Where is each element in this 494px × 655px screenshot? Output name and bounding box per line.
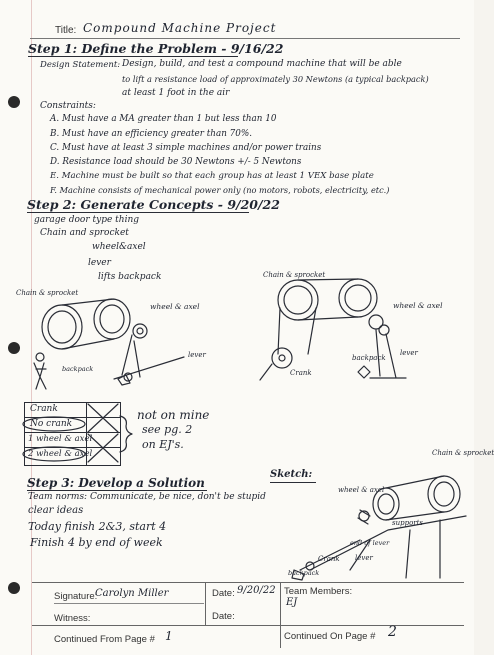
step3-line-1: Team norms: Communicate, be nice, don't be stupid <box>28 492 266 502</box>
design-line-2: to lift a resistance load of approximately 30 Newtons (a typical backpack) <box>122 74 429 84</box>
brace-icon <box>118 414 136 454</box>
step1-underline <box>28 56 238 57</box>
signature-value: Carolyn Miller <box>95 588 169 599</box>
note-lever: lever <box>88 258 111 268</box>
step2-heading: Step 2: Generate Concepts - 9/20/22 <box>27 197 280 212</box>
table-row-2-wheel: 2 wheel & axel <box>28 449 93 459</box>
continued-on-label: Continued On Page # <box>284 631 376 642</box>
table-row-crank: Crank <box>30 404 58 414</box>
sketch3-label-end-lever: end of lever <box>350 539 390 547</box>
design-line-1: Design, build, and test a compound machine that will be able <box>122 59 402 69</box>
sketch3-label-chain: Chain & sprocket <box>432 449 494 457</box>
punch-hole <box>8 582 20 594</box>
punch-hole <box>8 96 20 108</box>
sketch-label: Sketch: <box>270 469 313 480</box>
table-row-1-wheel: 1 wheel & axel <box>28 434 93 444</box>
sketch3-label-wheel: wheel & axel <box>338 486 385 494</box>
continued-on-value: 2 <box>388 624 397 640</box>
constraints-label: Constraints: <box>40 101 96 111</box>
witness-label: Witness: <box>54 613 91 624</box>
note-garage-door: garage door type thing <box>34 215 140 225</box>
signature-rule <box>54 603 204 604</box>
table-note-3: on EJ's. <box>142 438 184 451</box>
sketch2-label-crank: Crank <box>290 369 312 377</box>
footer-rule <box>32 582 464 583</box>
sketch3-label-supports: supports <box>392 519 424 527</box>
date-label: Date: <box>212 588 235 599</box>
design-statement-label: Design Statement: <box>40 60 121 70</box>
sketch3-label-lever: lever <box>355 554 373 562</box>
table-row-no-crank: No crank <box>30 419 73 429</box>
sketch1-label-lever: lever <box>188 351 206 359</box>
step2-underline <box>27 212 249 213</box>
design-line-3: at least 1 foot in the air <box>122 88 230 98</box>
footer-rule <box>32 625 464 626</box>
witness-date-label: Date: <box>212 611 235 622</box>
constraint-a: A. Must have a MA greater than 1 but less than 10 <box>50 114 277 124</box>
note-lifts-backpack: lifts backpack <box>98 272 162 282</box>
constraint-e: E. Machine must be built so that each group has at least 1 VEX base plate <box>50 171 374 181</box>
signature-label: Signature: <box>54 591 98 602</box>
sketch3-label-backpack: backpack <box>288 569 320 577</box>
footer-divider <box>205 582 206 625</box>
step1-heading: Step 1: Define the Problem - 9/16/22 <box>28 41 284 56</box>
team-members-value: EJ <box>286 597 298 608</box>
step3-line-3: Today finish 2&3, start 4 <box>28 520 167 533</box>
step3-line-2: clear ideas <box>28 505 84 516</box>
team-members-label: Team Members: <box>284 586 353 597</box>
continued-from-value: 1 <box>165 629 173 643</box>
sketch1-label-chain: Chain & sprocket <box>16 289 79 297</box>
sketch1-label-wheel: wheel & axel <box>150 302 200 311</box>
sketch-chain-sprocket-2 <box>250 268 430 388</box>
step3-underline <box>27 490 207 491</box>
note-chain-sprocket: Chain and sprocket <box>40 228 129 238</box>
sketch3-label-crank: Crank <box>318 555 340 563</box>
note-wheel-axel: wheel&axel <box>92 242 146 252</box>
title-value: Compound Machine Project <box>83 21 277 35</box>
continued-from-label: Continued From Page # <box>54 634 155 645</box>
sketch2-label-lever: lever <box>400 349 418 357</box>
sketch2-label-chain: Chain & sprocket <box>263 271 326 279</box>
constraint-b: B. Must have an efficiency greater than 70%. <box>50 129 253 139</box>
step3-line-4: Finish 4 by end of week <box>30 536 163 549</box>
constraint-d: D. Resistance load should be 30 Newtons +/- 5 Newtons <box>50 157 302 167</box>
constraint-f: F. Machine consists of mechanical power only (no motors, robots, electricity, etc.) <box>50 185 390 195</box>
table-note-1: not on mine <box>137 408 210 422</box>
sketch1-label-backpack: backpack <box>62 365 94 373</box>
title-label: Title: <box>55 25 77 36</box>
table-note-2: see pg. 2 <box>142 423 193 436</box>
sketch2-label-backpack: backpack <box>352 354 386 362</box>
header-rule <box>30 38 460 39</box>
sketch2-label-wheel: wheel & axel <box>393 301 443 310</box>
date-value: 9/20/22 <box>237 585 276 596</box>
footer-divider <box>280 582 281 648</box>
constraint-c: C. Must have at least 3 simple machines and/or power trains <box>50 143 322 153</box>
step3-heading: Step 3: Develop a Solution <box>27 476 205 490</box>
